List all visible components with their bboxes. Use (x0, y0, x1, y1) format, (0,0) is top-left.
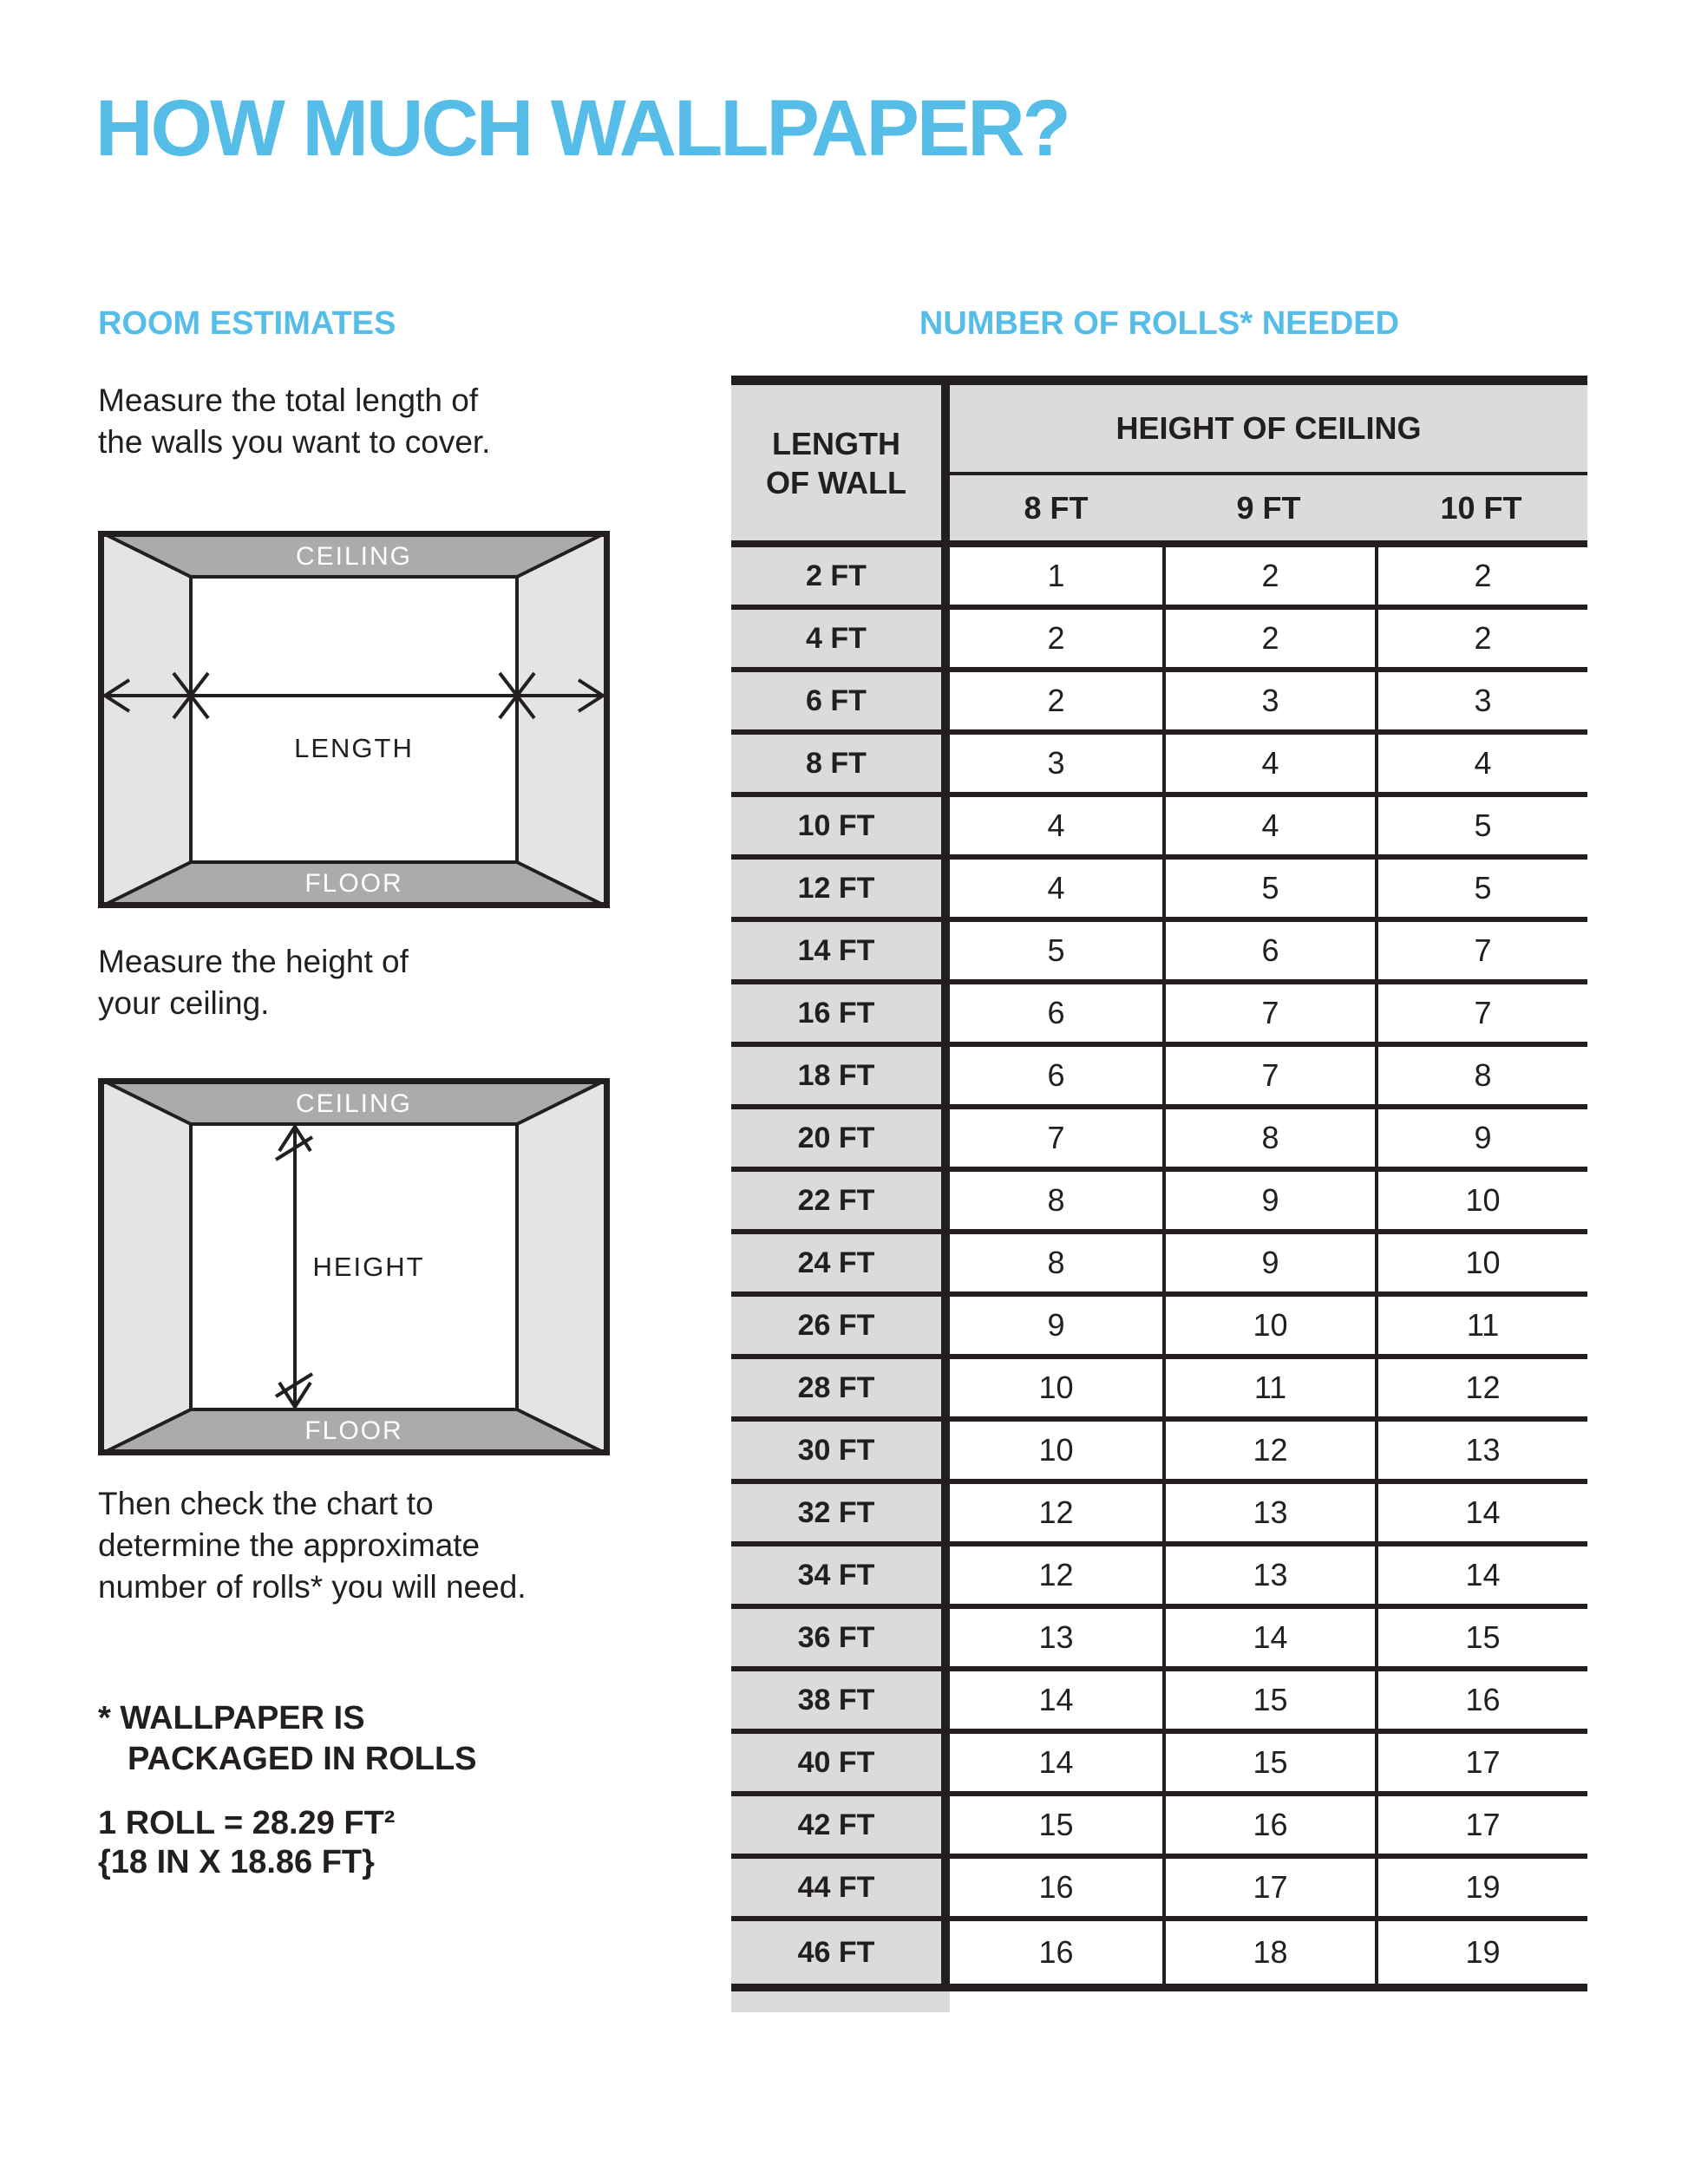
table-row (731, 1297, 1587, 1359)
height-of-ceiling-header: HEIGHT OF CEILING (950, 385, 1587, 475)
rolls-value: 16 (950, 1921, 1162, 1984)
rolls-value: 17 (1162, 1859, 1375, 1916)
table-row (731, 1921, 1587, 1984)
table-row (731, 1859, 1587, 1921)
floor-label: FLOOR (304, 869, 403, 898)
left-wall-surface (98, 1078, 191, 1455)
table-column-divider (941, 1484, 950, 1541)
rolls-value: 9 (950, 1297, 1162, 1354)
row-label: 42 FT (731, 1796, 941, 1854)
right-wall-surface (517, 1078, 610, 1455)
roll-area-line: 1 ROLL = 28.29 FT² (98, 1805, 396, 1841)
rolls-value: 13 (1162, 1484, 1375, 1541)
table-column-divider (941, 610, 950, 667)
table-row (731, 1172, 1587, 1234)
table-column-divider (941, 1796, 950, 1854)
rolls-value: 14 (1375, 1484, 1587, 1541)
ceiling-header-group (950, 385, 1587, 540)
row-label: 32 FT (731, 1484, 941, 1541)
step1-line2: the walls you want to cover. (98, 424, 491, 460)
table-column-divider (941, 1172, 950, 1229)
table-row (731, 1109, 1587, 1172)
table-row (731, 1546, 1587, 1609)
table-row (731, 672, 1587, 735)
table-row (731, 610, 1587, 672)
rolls-value: 2 (1375, 610, 1587, 667)
rolls-value: 4 (950, 797, 1162, 854)
table-bottom-rule (731, 1984, 1587, 1991)
rolls-value: 9 (1375, 1109, 1587, 1167)
rolls-value: 10 (1375, 1234, 1587, 1291)
rolls-value: 3 (950, 735, 1162, 792)
table-row (731, 984, 1587, 1047)
rolls-needed-heading: NUMBER OF ROLLS* NEEDED (919, 305, 1400, 342)
row-label: 10 FT (731, 797, 941, 854)
step3-line2: determine the approximate (98, 1527, 481, 1563)
rolls-value: 2 (1162, 547, 1375, 605)
rolls-value: 17 (1375, 1734, 1587, 1791)
step2-line2: your ceiling. (98, 985, 270, 1021)
table-row (731, 1047, 1587, 1109)
row-label: 24 FT (731, 1234, 941, 1291)
row-label: 46 FT (731, 1921, 941, 1984)
row-label: 40 FT (731, 1734, 941, 1791)
rolls-value: 10 (1375, 1172, 1587, 1229)
rolls-value: 4 (950, 860, 1162, 917)
rolls-value: 8 (1375, 1047, 1587, 1104)
rolls-value: 10 (950, 1422, 1162, 1479)
step2-instruction (98, 941, 409, 1024)
rolls-value: 5 (1375, 797, 1587, 854)
page-title: HOW MUCH WALLPAPER? (95, 84, 1069, 173)
rolls-value: 6 (950, 1047, 1162, 1104)
table-column-divider (941, 735, 950, 792)
rolls-value: 15 (950, 1796, 1162, 1854)
table-row (731, 1671, 1587, 1734)
rolls-value: 4 (1162, 735, 1375, 792)
rolls-value: 7 (950, 1109, 1162, 1167)
rolls-value: 13 (950, 1609, 1162, 1666)
rolls-value: 17 (1375, 1796, 1587, 1854)
table-row (731, 860, 1587, 922)
rolls-value: 6 (1162, 922, 1375, 979)
row-label: 22 FT (731, 1172, 941, 1229)
rolls-value: 19 (1375, 1921, 1587, 1984)
footnote-line2: PACKAGED IN ROLLS (128, 1741, 477, 1777)
table-column-divider (941, 860, 950, 917)
table-body (731, 547, 1587, 1984)
row-label: 2 FT (731, 547, 941, 605)
table-row (731, 1796, 1587, 1859)
column-header-10ft: 10 FT (1440, 489, 1522, 526)
ceiling-height-columns (950, 475, 1587, 540)
step3-instruction (98, 1483, 527, 1608)
room-estimates-heading: ROOM ESTIMATES (98, 305, 396, 342)
right-wall-surface (517, 531, 610, 908)
rolls-value: 8 (950, 1172, 1162, 1229)
length-of-wall-line2: OF WALL (766, 464, 906, 500)
table-column-divider (941, 385, 950, 540)
room-height-diagram (98, 1078, 610, 1455)
row-label: 4 FT (731, 610, 941, 667)
step2-line1: Measure the height of (98, 944, 409, 979)
rolls-value: 12 (950, 1484, 1162, 1541)
step1-line1: Measure the total length of (98, 383, 479, 418)
rolls-value: 2 (950, 672, 1162, 729)
step3-line3: number of rolls* you will need. (98, 1569, 527, 1605)
rolls-value: 8 (1162, 1109, 1375, 1167)
rolls-value: 2 (1375, 547, 1587, 605)
rolls-value: 13 (1375, 1422, 1587, 1479)
row-label: 14 FT (731, 922, 941, 979)
table-column-divider (941, 1047, 950, 1104)
rolls-value: 6 (950, 984, 1162, 1042)
rolls-value: 5 (1375, 860, 1587, 917)
table-column-divider (941, 1297, 950, 1354)
rolls-value: 15 (1375, 1609, 1587, 1666)
rolls-value: 7 (1162, 1047, 1375, 1104)
table-column-divider (941, 1234, 950, 1291)
table-top-rule (731, 376, 1587, 385)
table-row (731, 1734, 1587, 1796)
rolls-value: 5 (1162, 860, 1375, 917)
rolls-value: 13 (1162, 1546, 1375, 1604)
rolls-value: 12 (1375, 1359, 1587, 1416)
rolls-footnote (98, 1698, 477, 1780)
table-column-divider (941, 1734, 950, 1791)
roll-dimensions-line: {18 IN X 18.86 FT} (98, 1844, 375, 1880)
rolls-value: 1 (950, 547, 1162, 605)
column-header-9ft: 9 FT (1236, 489, 1301, 526)
table-row (731, 922, 1587, 984)
rolls-value: 7 (1375, 984, 1587, 1042)
room-length-diagram (98, 531, 610, 908)
step3-line1: Then check the chart to (98, 1486, 434, 1521)
table-row (731, 797, 1587, 860)
table-column-divider (941, 1921, 950, 1984)
row-label: 20 FT (731, 1109, 941, 1167)
row-label: 38 FT (731, 1671, 941, 1729)
row-label: 16 FT (731, 984, 941, 1042)
table-column-divider (941, 1671, 950, 1729)
table-row (731, 547, 1587, 610)
rolls-value: 9 (1162, 1172, 1375, 1229)
rolls-value: 16 (1375, 1671, 1587, 1729)
table-column-divider (941, 1609, 950, 1666)
rolls-value: 4 (1375, 735, 1587, 792)
rolls-value: 5 (950, 922, 1162, 979)
rolls-value: 19 (1375, 1859, 1587, 1916)
table-row (731, 1234, 1587, 1297)
length-of-wall-header (731, 385, 941, 540)
row-label: 18 FT (731, 1047, 941, 1104)
rolls-value: 14 (950, 1671, 1162, 1729)
row-label: 30 FT (731, 1422, 941, 1479)
rolls-value: 2 (1162, 610, 1375, 667)
rolls-value: 8 (950, 1234, 1162, 1291)
rolls-value: 15 (1162, 1671, 1375, 1729)
rolls-value: 11 (1162, 1359, 1375, 1416)
height-label: HEIGHT (312, 1252, 425, 1282)
rolls-value: 11 (1375, 1297, 1587, 1354)
length-of-wall-line1: LENGTH (772, 425, 900, 461)
rolls-value: 14 (1375, 1546, 1587, 1604)
row-label: 44 FT (731, 1859, 941, 1916)
rolls-value: 16 (950, 1859, 1162, 1916)
rolls-value: 12 (1162, 1422, 1375, 1479)
rolls-value: 4 (1162, 797, 1375, 854)
row-label: 12 FT (731, 860, 941, 917)
ceiling-label: CEILING (295, 1089, 413, 1118)
rolls-value: 2 (950, 610, 1162, 667)
table-row (731, 1609, 1587, 1671)
rolls-value: 15 (1162, 1734, 1375, 1791)
row-label: 26 FT (731, 1297, 941, 1354)
table-column-divider (941, 672, 950, 729)
row-label: 8 FT (731, 735, 941, 792)
ceiling-label: CEILING (295, 542, 413, 571)
row-label: 36 FT (731, 1609, 941, 1666)
rolls-value: 10 (1162, 1297, 1375, 1354)
rolls-table (731, 376, 1587, 2012)
rolls-value: 14 (1162, 1609, 1375, 1666)
step1-instruction (98, 380, 490, 463)
table-column-divider (941, 547, 950, 605)
rolls-value: 16 (1162, 1796, 1375, 1854)
row-label: 6 FT (731, 672, 941, 729)
rolls-value: 18 (1162, 1921, 1375, 1984)
table-row (731, 1484, 1587, 1546)
table-row (731, 1422, 1587, 1484)
rolls-value: 3 (1162, 672, 1375, 729)
table-column-divider (941, 1359, 950, 1416)
rolls-value: 7 (1162, 984, 1375, 1042)
back-wall (191, 577, 517, 862)
row-label: 28 FT (731, 1359, 941, 1416)
rolls-value: 10 (950, 1359, 1162, 1416)
rolls-value: 9 (1162, 1234, 1375, 1291)
label-column-stub (731, 1991, 950, 2012)
floor-label: FLOOR (304, 1416, 403, 1445)
rolls-value: 3 (1375, 672, 1587, 729)
table-column-divider (941, 1109, 950, 1167)
rolls-value: 12 (950, 1546, 1162, 1604)
table-row (731, 735, 1587, 797)
roll-size-info (98, 1804, 395, 1882)
rolls-value: 14 (950, 1734, 1162, 1791)
footnote-line1: * WALLPAPER IS (98, 1700, 365, 1736)
table-header (731, 385, 1587, 547)
column-header-8ft: 8 FT (1024, 489, 1089, 526)
table-column-divider (941, 984, 950, 1042)
table-column-divider (941, 922, 950, 979)
row-label: 34 FT (731, 1546, 941, 1604)
table-column-divider (941, 1422, 950, 1479)
rolls-value: 7 (1375, 922, 1587, 979)
table-column-divider (941, 1859, 950, 1916)
table-row (731, 1359, 1587, 1422)
left-wall-surface (98, 531, 191, 908)
length-label: LENGTH (294, 733, 414, 763)
table-column-divider (941, 797, 950, 854)
table-column-divider (941, 1546, 950, 1604)
